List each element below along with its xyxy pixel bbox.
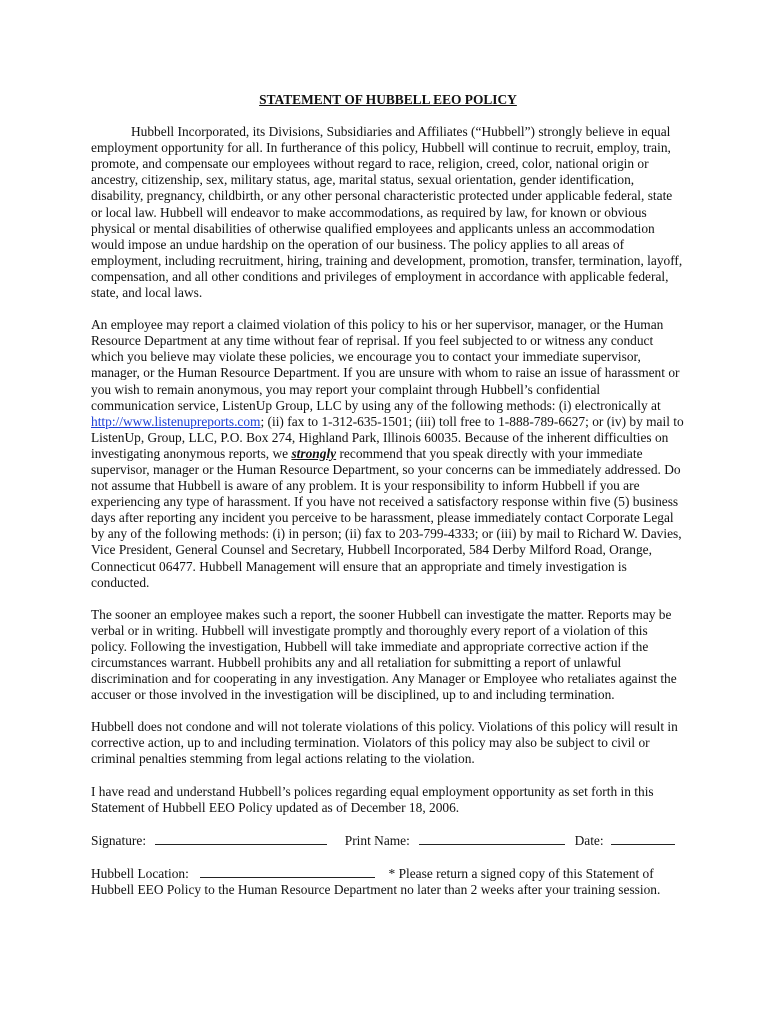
paragraph-reporting bbox=[91, 317, 685, 591]
paragraph-reporting-part-b: ; (ii) fax to 1-312-635-1501; (iii) toll free to 1-888-789-6627; or (iv) by mail to ListenUp, Group, LLC, P.O. Box 274, Highland Park, Illinois 60035. Because of the inherent difficulties on investigating anonymous reports, we bbox=[91, 413, 684, 461]
listenup-reports-link[interactable]: http://www.listenupreports.com bbox=[91, 413, 261, 429]
location-row bbox=[91, 865, 685, 882]
date-field[interactable] bbox=[611, 832, 675, 845]
emphasis-strongly: strongly bbox=[291, 445, 337, 461]
print-name-label: Print Name: bbox=[344, 832, 410, 848]
paragraph-reporting-part-c: recommend that you speak directly with your immediate supervisor, manager or the Human Resource Department, so your concerns can be immediately addressed. Do not assume that Hubbell is aware of any problem. It is your responsibility to inform Hubbell if you are experiencing any type of harassment. If you have not received a satisfactory response within five (5) business days after reporting any incident you perceive to be harassment, please immediately contact Corporate Legal by any of the following methods: (i) in person; (ii) fax to 203-799-4333; or (iii) by mail to Richard W. Davies, Vice President, General Counsel and Secretary, Hubbell Incorporated, 584 Derby Milford Road, Orange, Connecticut 06477. Hubbell Management will ensure that an appropriate and timely investigation is conducted. bbox=[91, 445, 682, 590]
paragraph-violations: Hubbell does not condone and will not tolerate violations of this policy. Violations of this policy will result in corrective action, up to and including termination. Violators of this policy may also be subject to civil or criminal penalties stemming from legal actions relating to the violation. bbox=[91, 719, 678, 767]
paragraph-policy-statement: Hubbell Incorporated, its Divisions, Subsidiaries and Affiliates (“Hubbell”) strongly believe in equal employment opportunity for all. In furtherance of this policy, Hubbell will continue to recruit, employ, train, promote, and compensate our employees without regard to race, religion, creed, color, national origin or ancestry, citizenship, sex, military status, age, marital status, sexual orientation, gender identification, disability, pregnancy, childbirth, or any other personal characteristic protected under applicable federal, state or local law. Hubbell will endeavor to make accommodations, as required by law, for known or obvious physical or mental disabilities of otherwise qualified employees and applicants unless an accommodation would impose an undue hardship on the operation of our business. The policy applies to all areas of employment, including recruitment, hiring, training and development, promotion, transfer, termination, layoff, compensation, and all other conditions and privileges of employment in accordance with applicable federal, state, and local laws. bbox=[91, 124, 683, 301]
signature-field[interactable] bbox=[155, 832, 327, 845]
print-name-field[interactable] bbox=[419, 832, 565, 845]
paragraph-investigation: The sooner an employee makes such a report, the sooner Hubbell can investigate the matter. Reports may be verbal or in writing. Hubbell will investigate promptly and thoroughly every report of a violation of this policy. Following the investigation, Hubbell will take immediate and appropriate corrective action if the circumstances warrant. Hubbell prohibits any and all retaliation for submitting a report of unlawful discrimination and for cooperating in any investigation. Any Manager or Employee who retaliates against the accuser or those involved in the investigation will be disciplined, up to and including termination. bbox=[91, 606, 677, 703]
return-note-line1: * Please return a signed copy of this Statement of bbox=[388, 865, 654, 881]
paragraph-acknowledgement: I have read and understand Hubbell’s polices regarding equal employment opportunity as set forth in this Statement of Hubbell EEO Policy updated as of December 18, 2006. bbox=[91, 783, 654, 815]
return-note-line2: Hubbell EEO Policy to the Human Resource Department no later than 2 weeks after your training session. bbox=[91, 881, 661, 897]
document-body bbox=[91, 92, 685, 898]
location-label: Hubbell Location: bbox=[91, 865, 189, 881]
signature-label: Signature: bbox=[91, 832, 147, 848]
document-title: STATEMENT OF HUBBELL EEO POLICY bbox=[259, 92, 517, 107]
signature-row bbox=[91, 832, 685, 849]
paragraph-reporting-part-a: An employee may report a claimed violation of this policy to his or her supervisor, manager, or the Human Resource Department at any time without fear of reprisal. If you feel subjected to or witness any conduct which you believe may violate these policies, we encourage you to contact your immediate supervisor, manager, or the Human Resource Department. If you are unsure with whom to raise an issue of harassment or you wish to remain anonymous, you may report your complaint through Hubbell’s confidential communication service, ListenUp Group, LLC by using any of the following methods: (i) electronically at bbox=[91, 317, 680, 413]
date-label: Date: bbox=[574, 832, 604, 848]
location-field[interactable] bbox=[200, 865, 375, 878]
